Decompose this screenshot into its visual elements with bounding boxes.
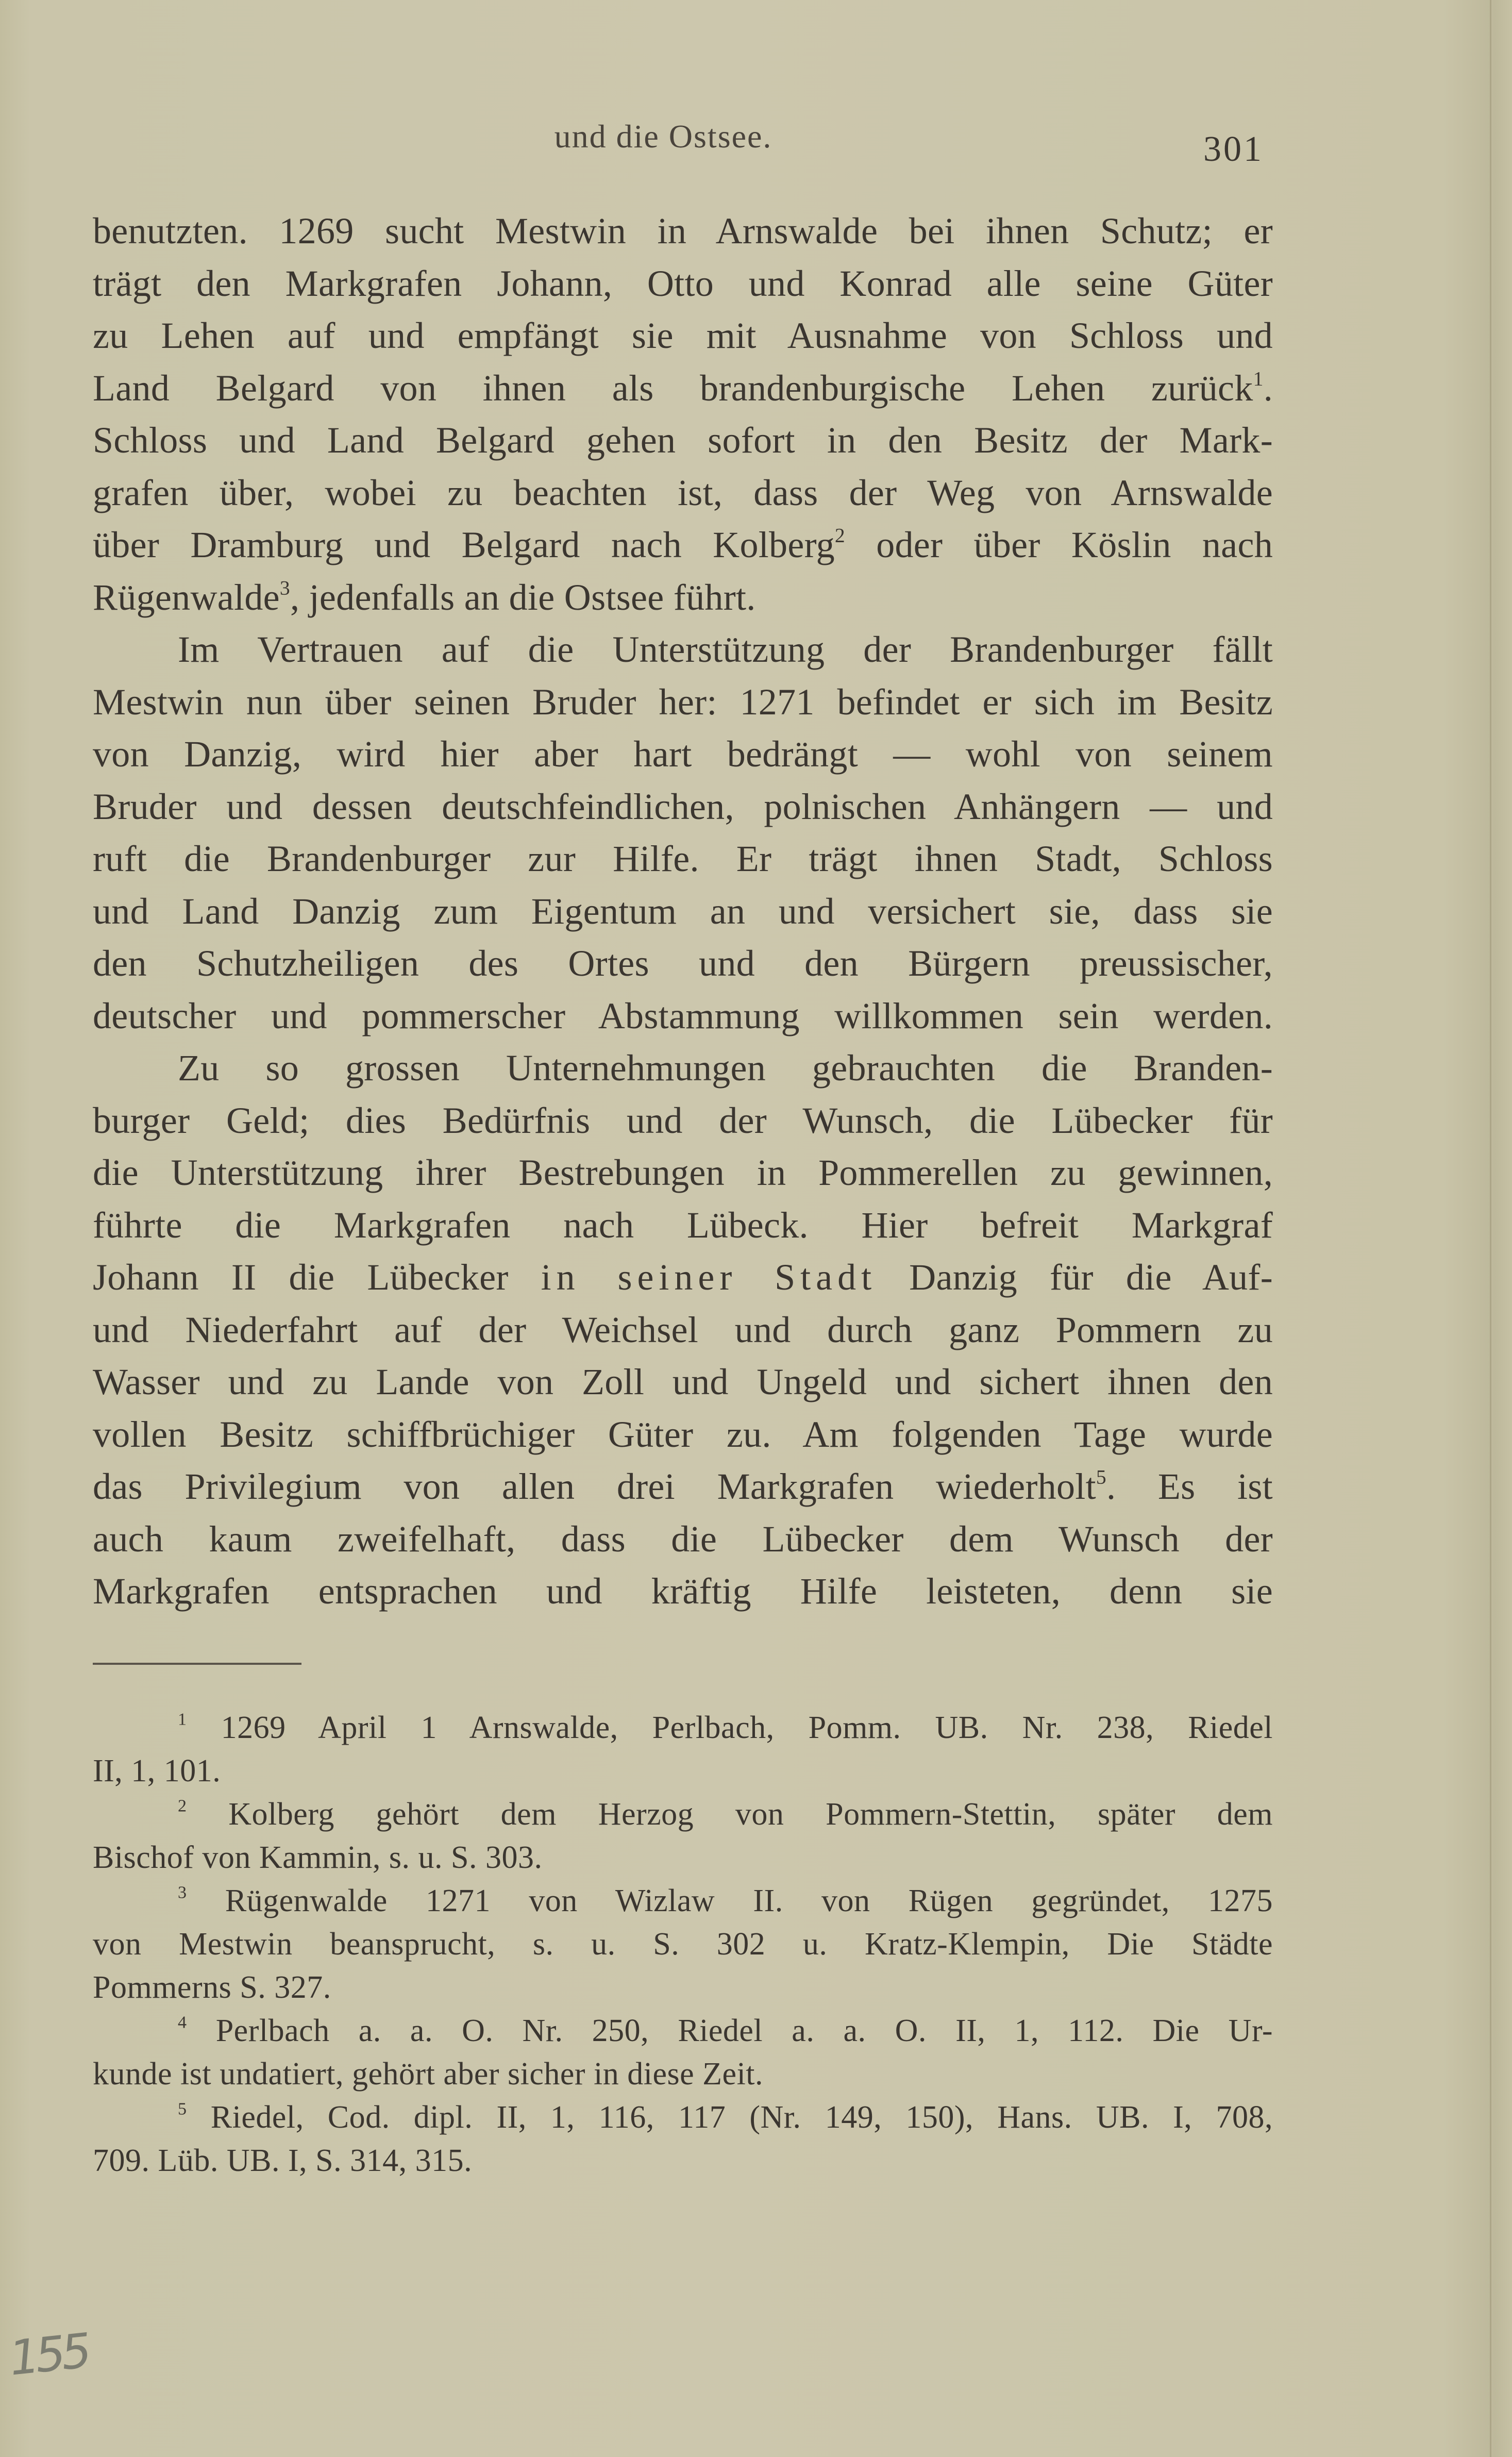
line-text: Wasser und zu Lande von Zoll und Ungeld und sichert ihnen den [93,1361,1273,1402]
line-text: vollen Besitz schiffbrüchiger Güter zu. Am folgenden Tage wurde [93,1413,1273,1455]
body-line [93,1513,1273,1566]
footnote-text: Rügenwalde 1271 von Wizlaw II. von Rügen gegründet, 1275 [225,1883,1273,1918]
body-line [93,1199,1273,1252]
footnote-text: 1269 April 1 Arnswalde, Perlbach, Pomm. UB. Nr. 238, Riedel [221,1710,1273,1745]
footnote-text: Bischof von Kammin, s. u. S. 303. [93,1840,543,1875]
footnote-number: 4 [178,2013,187,2032]
line-text: den Schutzheiligen des Ortes und den Bürgern preussischer, [93,943,1273,984]
body-line [93,1251,1273,1304]
footnote-1 [93,1706,1273,1749]
footnote-ref[interactable]: 3 [279,576,290,599]
body-line [93,414,1273,467]
body-line [93,624,1273,676]
line-text: Zu so grossen Unternehmungen gebrauchten die Branden- [178,1047,1273,1089]
line-text: und Niederfahrt auf der Weichsel und durch ganz Pommern zu [93,1309,1273,1350]
footnote-text: Riedel, Cod. dipl. II, 1, 116, 117 (Nr. 149, 150), Hans. UB. I, 708, [210,2100,1273,2135]
body-line [93,1042,1273,1095]
footnote-number: 2 [178,1796,187,1816]
body-line [93,1461,1273,1513]
spaced-emphasis: in seiner Stadt [541,1257,877,1298]
body-line [93,1356,1273,1409]
body-line [93,728,1273,781]
footnote-ref[interactable]: 2 [834,524,845,547]
footnote-4 [93,2009,1273,2052]
footnote-text: von Mestwin beansprucht, s. u. S. 302 u. Kratz-Klempin, Die Städte [93,1927,1273,1962]
line-text: und Land Danzig zum Eigentum an und versichert sie, dass sie [93,890,1273,932]
line-text: zu Lehen auf und empfängt sie mit Ausnahme von Schloss und [93,315,1273,356]
footnote-number: 3 [178,1883,187,1902]
line-text: das Privilegium von allen drei Markgrafen wiederholt [93,1466,1096,1507]
line-text: Johann II die Lübecker [93,1257,541,1298]
footnote-3 [93,1879,1273,1923]
body-line [93,938,1273,990]
line-text: über Dramburg und Belgard nach Kolberg [93,524,835,565]
body-line [93,310,1273,362]
body-line [93,1409,1273,1461]
footnote-5-cont [93,2139,1273,2182]
footnote-separator [93,1663,301,1665]
line-text-after: . [1263,367,1273,409]
footnote-text: 709. Lüb. UB. I, S. 314, 315. [93,2143,473,2178]
footnote-5 [93,2096,1273,2139]
line-text: benutzten. 1269 sucht Mestwin in Arnswalde bei ihnen Schutz; er [93,210,1273,252]
body-line [93,205,1273,258]
running-head: und die Ostsee. [554,118,772,155]
body-line [93,833,1273,885]
body-line [93,467,1273,520]
line-text-after: oder über Köslin nach [845,524,1273,565]
line-text: Mestwin nun über seinen Bruder her: 1271 befindet er sich im Besitz [93,681,1273,723]
line-text: Rügenwalde [93,576,280,618]
body-text [93,205,1273,1618]
footnote-number: 1 [178,1710,187,1729]
footnote-text: Pommerns S. 327. [93,1970,331,2005]
footnote-4-cont [93,2052,1273,2096]
body-line [93,258,1273,310]
body-line [93,362,1273,415]
body-line [93,519,1273,572]
line-text: grafen über, wobei zu beachten ist, dass der Weg von Arnswalde [93,472,1273,513]
line-text: trägt den Markgrafen Johann, Otto und Konrad alle seine Güter [93,262,1273,304]
line-text: Im Vertrauen auf die Unterstützung der Brandenburger fällt [178,629,1273,670]
line-text-after: Danzig für die Auf- [877,1257,1273,1298]
footnote-ref[interactable]: 5 [1096,1465,1106,1489]
footnote-3-cont [93,1966,1273,2009]
footnote-2 [93,1793,1273,1836]
body-line [93,572,1273,624]
line-text: die Unterstützung ihrer Bestrebungen in Pommerellen zu gewinnen, [93,1152,1273,1193]
line-text: deutscher und pommerscher Abstammung willkommen sein werden. [93,995,1273,1037]
line-text: burger Geld; dies Bedürfnis und der Wunsch, die Lübecker für [93,1099,1273,1141]
footnote-2-cont [93,1836,1273,1879]
page-edge-shadow [1490,0,1491,2457]
body-line [93,1147,1273,1199]
line-text-after: . Es ist [1106,1466,1273,1507]
body-line [93,676,1273,729]
footnote-text: Perlbach a. a. O. Nr. 250, Riedel a. a. O. II, 1, 112. Die Ur- [215,2013,1273,2048]
body-line [93,1565,1273,1618]
footnote-ref[interactable]: 1 [1253,366,1264,390]
body-line [93,1095,1273,1147]
footnotes [93,1706,1273,2182]
line-text: Land Belgard von ihnen als brandenburgische Lehen zurück [93,367,1253,409]
line-text: Schloss und Land Belgard gehen sofort in den Besitz der Mark- [93,420,1273,461]
footnote-1-cont [93,1749,1273,1793]
line-text: ruft die Brandenburger zur Hilfe. Er trägt ihnen Stadt, Schloss [93,838,1273,879]
body-line [93,990,1273,1043]
body-line [93,1304,1273,1357]
footnote-text: Kolberg gehört dem Herzog von Pommern-Stettin, später dem [228,1797,1273,1832]
body-line [93,885,1273,938]
footnote-text: II, 1, 101. [93,1753,221,1789]
line-text: Markgrafen entsprachen und kräftig Hilfe leisteten, denn sie [93,1570,1273,1612]
line-text: führte die Markgrafen nach Lübeck. Hier befreit Markgraf [93,1204,1273,1246]
body-line [93,781,1273,833]
line-text-after: , jedenfalls an die Ostsee führt. [290,576,756,618]
line-text: von Danzig, wird hier aber hart bedrängt — wohl von seinem [93,733,1273,775]
line-text: auch kaum zweifelhaft, dass die Lübecker dem Wunsch der [93,1518,1273,1560]
footnote-3-cont [93,1923,1273,1966]
page-number: 301 [1203,129,1264,169]
handwritten-margin-note: 155 [6,2323,90,2386]
footnote-text: kunde ist undatiert, gehört aber sicher in diese Zeit. [93,2057,764,2092]
line-text: Bruder und dessen deutschfeindlichen, polnischen Anhängern — und [93,785,1273,827]
footnote-number: 5 [178,2099,187,2119]
